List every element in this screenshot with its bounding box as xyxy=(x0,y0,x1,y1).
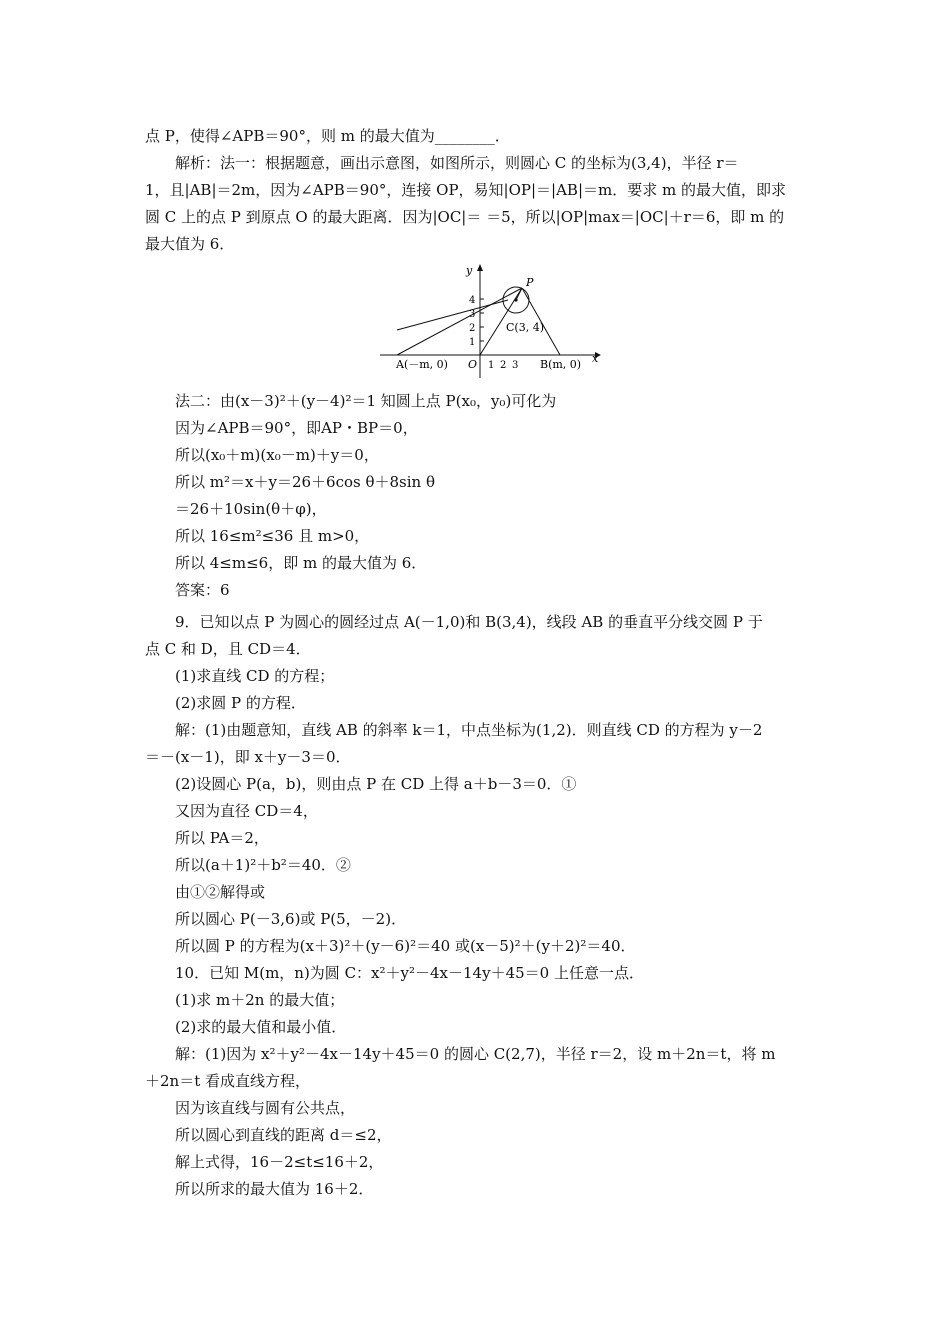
text-line: (2)设圆心 P(a，b)，则由点 P 在 CD 上得 a＋b－3＝0．① xyxy=(175,775,577,793)
text-line: 9．已知以点 P 为圆心的圆经过点 A(－1,0)和 B(3,4)，线段 AB 的垂直平分线交圆 P 于 xyxy=(175,613,763,631)
text-line: 圆 C 上的点 P 到原点 O 的最大距离．因为|OC|＝ ＝5，所以|OP|max＝|OC|＋r＝6，即 m 的 xyxy=(145,208,785,226)
y-tick-label: 4 xyxy=(469,295,476,306)
x-tick-label: 2 xyxy=(500,360,507,371)
text-line: 因为∠APB＝90°，即AP・BP＝0， xyxy=(175,419,418,437)
text-line: 所以圆心 P(－3,6)或 P(5，－2)． xyxy=(175,910,407,928)
point-p-label: P xyxy=(526,276,534,289)
text-line: 点 C 和 D，且 CD＝4． xyxy=(145,640,311,658)
text-line: ＋2n＝t 看成直线方程， xyxy=(145,1072,311,1090)
text-line: 所以 16≤m²≤36 且 m>0， xyxy=(175,527,370,545)
text-line: 所以所求的最大值为 16＋2． xyxy=(175,1180,374,1198)
text-line: 解析：法一：根据题意，画出示意图，如图所示，则圆心 C 的坐标为(3,4)，半径 r＝ xyxy=(175,154,739,172)
text-line: (1)求 m＋2n 的最大值； xyxy=(175,991,345,1009)
text-line: 所以圆心到直线的距离 d＝≤2， xyxy=(175,1126,392,1144)
text-line: 所以(x₀＋m)(x₀－m)＋y＝0， xyxy=(175,446,379,464)
y-tick-label: 1 xyxy=(469,337,476,348)
x-tick-label: 1 xyxy=(488,360,495,371)
text-line: 因为该直线与圆有公共点， xyxy=(175,1099,356,1117)
point-b-label: B(m, 0) xyxy=(540,358,582,371)
text-line: 解：(1)由题意知，直线 AB 的斜率 k＝1，中点坐标为(1,2)．则直线 CD 的方程为 y－2 xyxy=(175,721,763,739)
text-line: (1)求直线 CD 的方程； xyxy=(175,667,335,685)
text-line: 点 P，使得∠APB＝90°，则 m 的最大值为________． xyxy=(145,127,510,145)
text-line: 所以(a＋1)²＋b²＝40．② xyxy=(175,856,351,874)
text-line: 最大值为 6． xyxy=(145,235,235,253)
text-line: (2)求圆 P 的方程． xyxy=(175,694,306,712)
y-axis-arrow xyxy=(477,264,483,271)
y-axis-label: y xyxy=(466,264,473,277)
y-tick-label: 3 xyxy=(469,309,476,320)
text-line: ＝－(x－1)，即 x＋y－3＝0． xyxy=(145,748,351,766)
text-line: (2)求的最大值和最小值． xyxy=(175,1018,347,1036)
text-line: 解：(1)因为 x²＋y²－4x－14y＋45＝0 的圆心 C(2,7)，半径 r＝2，设 m＋2n＝t，将 m xyxy=(175,1045,776,1063)
text-line: 所以 4≤m≤6，即 m 的最大值为 6． xyxy=(175,554,427,572)
text-line: ＝26＋10sin(θ＋φ)， xyxy=(175,500,327,518)
point-c-label: C(3, 4) xyxy=(506,321,544,334)
geometry-figure xyxy=(380,258,605,383)
text-line: 由①②解得或 xyxy=(175,883,266,901)
x-axis-label: x xyxy=(592,352,599,365)
coordinate-diagram xyxy=(380,258,605,383)
origin-label: O xyxy=(468,358,478,371)
text-line: 所以圆 P 的方程为(x＋3)²＋(y－6)²＝40 或(x－5)²＋(y＋2)²＝40． xyxy=(175,937,636,955)
text-line: 1，且|AB|＝2m，因为∠APB＝90°，连接 OP，易知|OP|＝|AB|＝m．要求 m 的最大值，即求 xyxy=(145,181,786,199)
text-line: 所以 PA＝2， xyxy=(175,829,269,847)
text-line: 又因为直径 CD＝4， xyxy=(175,802,318,820)
text-line: 法二：由(x－3)²＋(y－4)²＝1 知圆上点 P(x₀，y₀)可化为 xyxy=(175,392,557,410)
x-tick-label: 3 xyxy=(512,360,519,371)
text-line: 解上式得，16－2≤t≤16＋2， xyxy=(175,1153,384,1171)
text-line: 答案：6 xyxy=(175,581,230,599)
point-a-label: A(－m, 0) xyxy=(396,358,448,371)
y-tick-label: 2 xyxy=(469,323,476,334)
text-line: 10．已知 M(m，n)为圆 C：x²＋y²－4x－14y＋45＝0 上任意一点． xyxy=(175,964,644,982)
text-line: 所以 m²＝x＋y＝26＋6cos θ＋8sin θ xyxy=(175,473,435,491)
